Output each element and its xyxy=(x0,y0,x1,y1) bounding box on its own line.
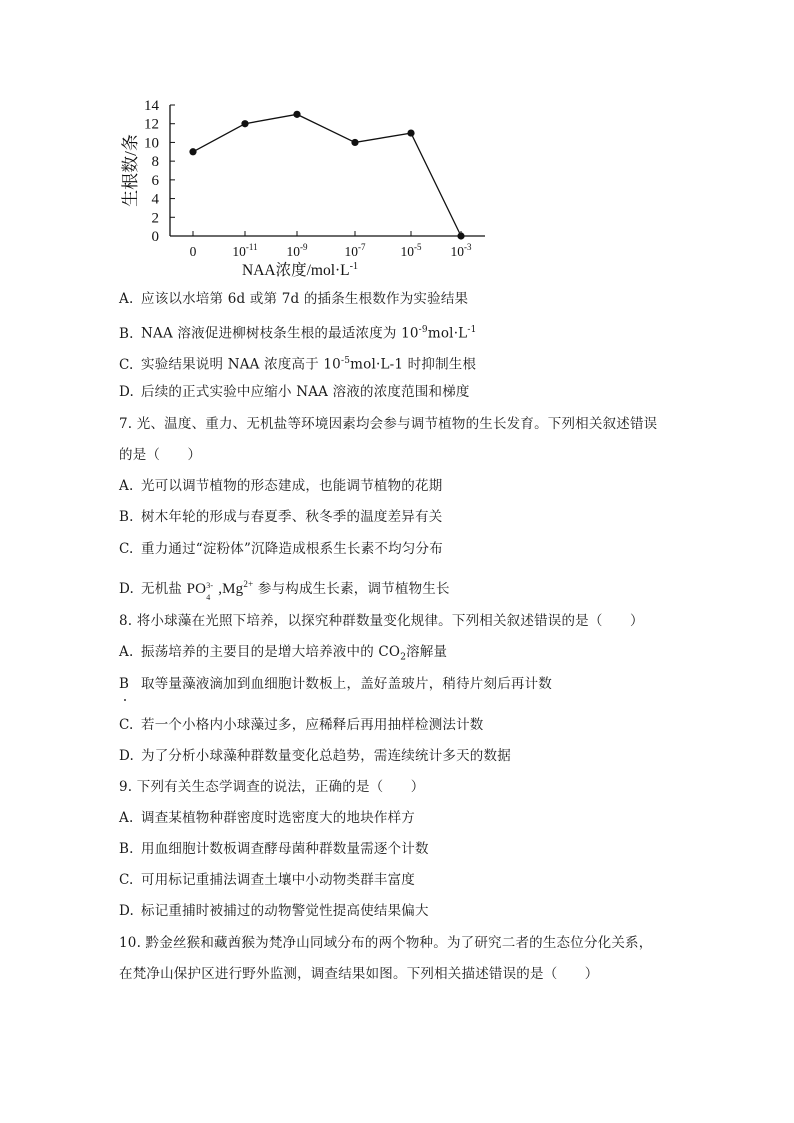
x-tick-label: $10^{-11}$ xyxy=(232,242,258,259)
q8-stem: 8. 将小球藻在光照下培养，以探究种群数量变化规律。下列相关叙述错误的是（ ） xyxy=(119,613,644,629)
q6-option-d xyxy=(119,383,470,401)
q10-stem-line1: 10. 黔金丝猴和藏酋猴为梵净山同域分布的两个物种。为了研究二者的生态位分化关系， xyxy=(119,935,653,951)
q9-stem: 9. 下列有关生态学调查的说法，正确的是（ ） xyxy=(119,779,425,795)
q7-stem-line1: 7. 光、温度、重力、无机盐等环境因素均会参与调节植物的生长发育。下列相关叙述错误 xyxy=(119,416,658,432)
option-letter: B. xyxy=(119,325,134,342)
option-text-post: mol·L xyxy=(427,325,468,342)
option-text: 后续的正式实验中应缩小 NAA 溶液的浓度范围和梯度 xyxy=(141,384,470,400)
option-text: 应该以水培第 6d 或第 7d 的插条生根数作为实验结果 xyxy=(141,291,469,307)
option-text-post: 溶解量 xyxy=(406,644,448,660)
option-text: 树木年轮的形成与春夏季、秋冬季的温度差异有关 xyxy=(141,509,443,525)
option-text: 可用标记重捕法调查土壤中小动物类群丰富度 xyxy=(141,872,415,888)
option-letter: C. xyxy=(119,541,134,557)
option-text: 重力通过“淀粉体”沉降造成根系生长素不均匀分布 xyxy=(141,541,443,557)
option-text: 若一个小格内小球藻过多，应稀释后再用抽样检测法计数 xyxy=(141,717,484,733)
option-text-pre: 振荡培养的主要目的是增大培养液中的 CO xyxy=(141,644,401,660)
option-exponent-2: -1 xyxy=(467,325,477,335)
data-point xyxy=(189,148,196,155)
option-letter: A. xyxy=(119,291,134,307)
q7-option-a xyxy=(119,477,442,495)
y-tick-label: 8 xyxy=(151,154,159,171)
q6-option-b xyxy=(119,321,477,343)
option-letter: B. xyxy=(119,509,134,525)
option-letter: C. xyxy=(119,717,134,733)
q7-stem-line2: 的是（ ） xyxy=(119,447,202,463)
x-tick-label: $10^{-9}$ xyxy=(286,242,308,259)
option-text-pre: 无机盐 xyxy=(141,581,183,597)
q10-stem-line2: 在梵净山保护区进行野外监测，调查结果如图。下列相关描述错误的是（ ） xyxy=(119,966,599,982)
q9-option-d xyxy=(119,902,429,920)
option-text: 标记重捕时被捕过的动物警觉性提高使结果偏大 xyxy=(141,903,429,919)
q7-option-c xyxy=(119,540,443,558)
option-letter: D. xyxy=(119,581,135,597)
option-letter: B. xyxy=(119,841,134,857)
q9-option-c xyxy=(119,871,415,889)
root-count-chart xyxy=(100,92,500,282)
option-subscript: 2 xyxy=(400,652,407,663)
y-tick-label: 2 xyxy=(151,210,159,227)
option-letter: C. xyxy=(119,356,134,373)
q6-option-a xyxy=(119,290,468,308)
option-letter: D. xyxy=(119,903,135,919)
y-tick-label: 10 xyxy=(144,135,159,152)
q8-option-a xyxy=(119,643,447,667)
q8-option-d xyxy=(119,747,511,765)
option-exponent: -5 xyxy=(340,356,351,366)
y-tick-label: 6 xyxy=(151,172,159,189)
stray-dot xyxy=(124,699,126,701)
option-letter: A. xyxy=(119,644,134,660)
q8-option-b xyxy=(119,675,552,693)
x-tick-label: $10^{-3}$ xyxy=(450,242,472,259)
x-tick-label: $10^{-7}$ xyxy=(344,242,366,259)
option-letter: A. xyxy=(119,478,134,494)
q9-option-b xyxy=(119,840,429,858)
data-point xyxy=(351,139,358,146)
y-axis-label: 生根数/条 xyxy=(121,134,140,207)
option-letter: A. xyxy=(119,810,134,826)
line-chart xyxy=(100,92,500,282)
x-tick-label: $10^{-5}$ xyxy=(400,242,422,259)
y-tick-label: 14 xyxy=(144,98,159,114)
option-text: 用血细胞计数板调查酵母菌种群数量需逐个计数 xyxy=(141,841,429,857)
option-text: 为了分析小球藻种群数量变化总趋势，需连续统计多天的数据 xyxy=(141,748,511,764)
option-text: 光可以调节植物的形态建成，也能调节植物的花期 xyxy=(141,478,443,494)
option-letter: D. xyxy=(119,748,135,764)
option-letter: D. xyxy=(119,384,135,400)
option-text: 取等量藻液滴加到血细胞计数板上，盖好盖玻片，稍待片刻后再计数 xyxy=(141,676,552,692)
x-tick-label: 0 xyxy=(189,244,197,259)
option-letter: C. xyxy=(119,872,134,888)
option-text-pre: 实验结果说明 NAA 浓度高于 10 xyxy=(141,356,341,373)
y-tick-label: 12 xyxy=(144,116,159,133)
q7-option-d xyxy=(119,575,450,602)
data-point xyxy=(457,232,464,239)
q6-option-c xyxy=(119,352,476,374)
option-text: 调查某植物种群密度时选密度大的地块作样方 xyxy=(141,810,415,826)
option-letter: B xyxy=(119,676,130,692)
phosphate-formula: PO 3- 4 $,Mg^{2+}$ xyxy=(186,579,254,602)
y-tick-label: 4 xyxy=(151,191,159,208)
option-exponent: -9 xyxy=(418,325,428,335)
option-text-pre: NAA 溶液促进柳树枝条生根的最适浓度为 10 xyxy=(141,325,419,342)
q8-option-c xyxy=(119,716,484,734)
x-axis-label: NAA浓度$/mol\cdot L^{-1}$ xyxy=(242,261,358,279)
y-tick-label: 0 xyxy=(151,229,159,245)
series-line xyxy=(193,114,461,236)
q7-option-b xyxy=(119,508,442,526)
data-point xyxy=(407,129,414,136)
q9-option-a xyxy=(119,809,415,827)
data-point xyxy=(293,111,300,118)
option-text-post: mol·L-1 时抑制生根 xyxy=(350,356,477,373)
data-point xyxy=(241,120,248,127)
option-text-post: 参与构成生长素，调节植物生长 xyxy=(257,581,450,597)
